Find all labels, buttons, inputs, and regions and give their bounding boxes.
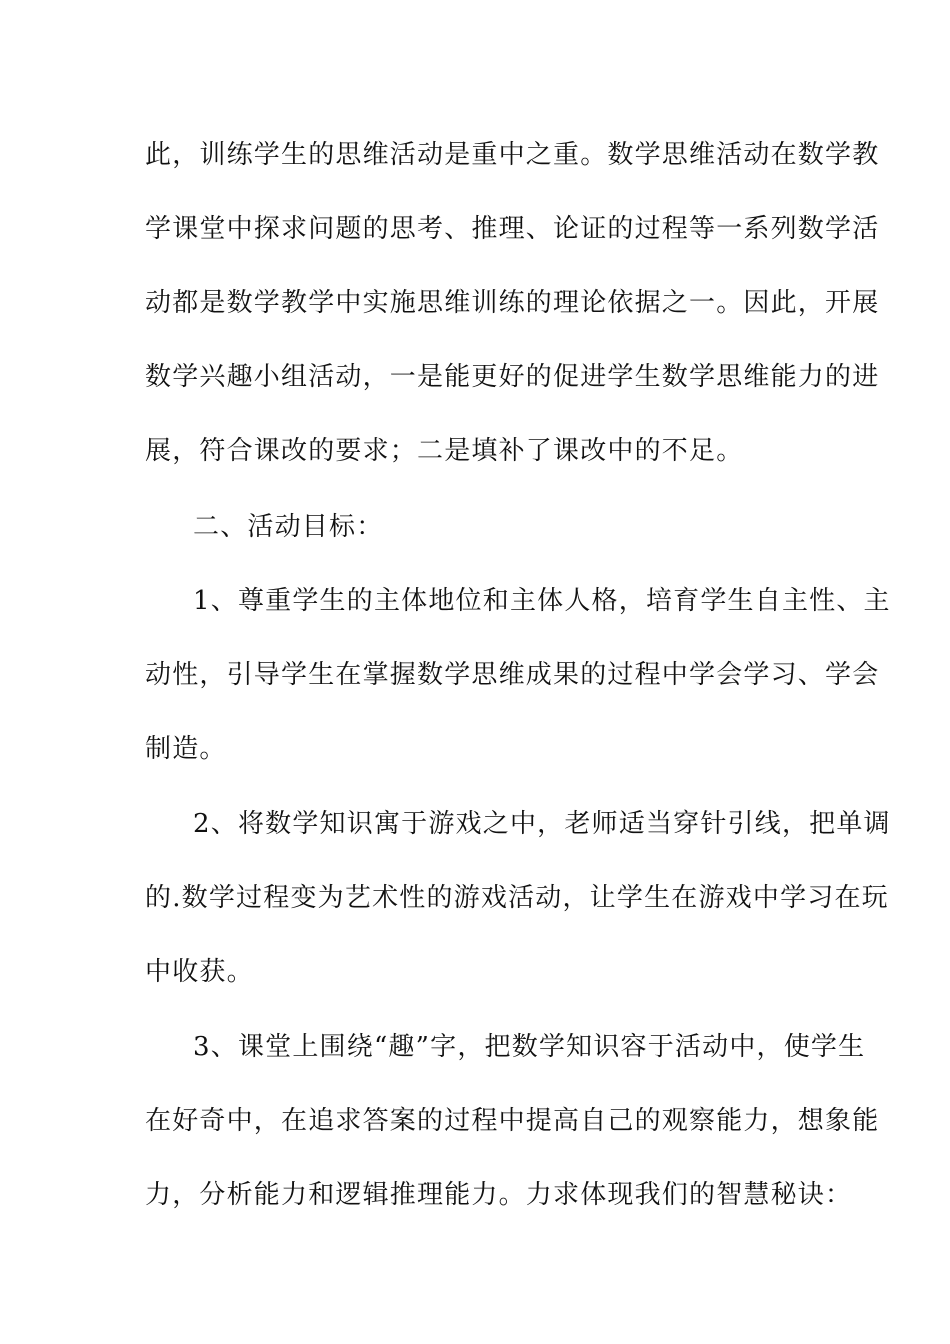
section-heading: 二、活动目标： xyxy=(193,512,384,542)
paragraph-line: 动都是数学教学中实施思维训练的理论依据之一。因此，开展 xyxy=(145,288,880,318)
paragraph-line: 展，符合课改的要求；二是填补了课改中的不足。 xyxy=(145,436,744,466)
list-item-2-line: 2、将数学知识寓于游戏之中，老师适当穿针引线，把单调 xyxy=(193,809,891,839)
list-item-3-line: 力，分析能力和逻辑推理能力。力求体现我们的智慧秘诀： xyxy=(145,1180,853,1210)
list-item-3-line: 3、课堂上围绕“趣”字，把数学知识容于活动中，使学生 xyxy=(193,1032,866,1062)
paragraph-line: 此，训练学生的思维活动是重中之重。数学思维活动在数学教 xyxy=(145,140,880,170)
list-item-2-line: 的.数学过程变为艺术性的游戏活动，让学生在游戏中学习在玩 xyxy=(145,883,889,913)
paragraph-line: 数学兴趣小组活动，一是能更好的促进学生数学思维能力的进 xyxy=(145,362,880,392)
list-item-2-line: 中收获。 xyxy=(145,957,254,987)
paragraph-line: 学课堂中探求问题的思考、推理、论证的过程等一系列数学活 xyxy=(145,214,880,244)
list-item-1-line: 制造。 xyxy=(145,734,227,764)
list-item-1-line: 动性，引导学生在掌握数学思维成果的过程中学会学习、学会 xyxy=(145,660,880,690)
list-item-1-line: 1、尊重学生的主体地位和主体人格，培育学生自主性、主 xyxy=(193,586,891,616)
list-item-3-line: 在好奇中，在追求答案的过程中提高自己的观察能力，想象能 xyxy=(145,1106,880,1136)
